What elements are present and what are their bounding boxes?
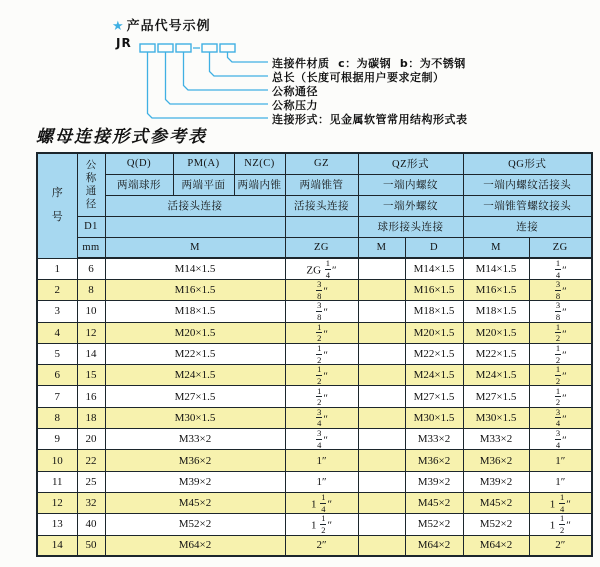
table-row <box>37 258 592 280</box>
cell-qg-zg: $\frac{1}{4}$ ″ <box>529 258 592 280</box>
fraction: $\frac{1}{2}$ <box>555 364 561 386</box>
cell-qz-m <box>358 514 405 535</box>
cell-qg-zg: 1 $\frac{1}{4}$ ″ <box>529 492 592 513</box>
table-row <box>37 343 592 364</box>
cell-qz-m <box>358 492 405 513</box>
cell-seq: 8 <box>37 407 77 428</box>
fraction: $\frac{1}{4}$ <box>555 258 561 280</box>
diagram-label-form: 连接形式：见金属软管常用结构形式表 <box>272 113 468 126</box>
header-qz-external-thread: 一端外螺纹 <box>358 195 463 216</box>
cell-seq: 3 <box>37 301 77 322</box>
cell-thread-m: M64×2 <box>105 535 285 556</box>
fraction: $\frac{1}{2}$ <box>317 343 322 365</box>
cell-gz: ZG $\frac{1}{4}$ ″ <box>285 258 358 280</box>
cell-gz: $\frac{3}{8}$ ″ <box>285 301 358 322</box>
code-box-4 <box>202 44 217 52</box>
cell-qz-d: M18×1.5 <box>405 301 463 322</box>
cell-seq: 6 <box>37 365 77 386</box>
table-row <box>37 365 592 386</box>
fraction: $\frac{3}{4}$ <box>317 407 322 429</box>
cell-qz-m <box>358 258 405 280</box>
cell-qz-m <box>358 471 405 492</box>
cell-dn: 14 <box>77 343 105 364</box>
code-box-3 <box>176 44 191 52</box>
code-box-1 <box>140 44 155 52</box>
cell-qg-zg: 1″ <box>529 450 592 471</box>
cell-qz-d: M52×2 <box>405 514 463 535</box>
cell-seq: 5 <box>37 343 77 364</box>
header-nominal-diameter: 公 称 通 径 <box>77 153 105 216</box>
header-seq: 序 号 <box>37 153 77 258</box>
fraction: $\frac{3}{8}$ <box>555 279 561 301</box>
cell-dn: 12 <box>77 322 105 343</box>
cell-gz: $\frac{1}{2}$ ″ <box>285 386 358 407</box>
header-pma-desc: 两端平面 <box>173 174 234 195</box>
fraction: $\frac{1}{2}$ <box>317 364 322 386</box>
cell-qg-m: M22×1.5 <box>463 343 529 364</box>
cell-qz-m <box>358 450 405 471</box>
table-row <box>37 471 592 492</box>
diagram-label-material: 连接件材质 c：为碳钢 b：为不锈钢 <box>272 57 466 70</box>
cell-dn: 16 <box>77 386 105 407</box>
header-qg-desc: 一端内螺纹活接头 <box>463 174 592 195</box>
header-qz-desc: 一端内螺纹 <box>358 174 463 195</box>
cell-qg-zg: $\frac{1}{2}$ ″ <box>529 322 592 343</box>
cell-thread-m: M30×1.5 <box>105 407 285 428</box>
code-box-2 <box>158 44 173 52</box>
cell-seq: 11 <box>37 471 77 492</box>
cell-gz: 2″ <box>285 535 358 556</box>
cell-gz: 1″ <box>285 471 358 492</box>
fraction: $\frac{3}{4}$ <box>555 407 561 429</box>
cell-seq: 9 <box>37 429 77 450</box>
header-qg-connect: 连接 <box>463 216 592 237</box>
header-qz-d: D <box>405 237 463 258</box>
cell-seq: 13 <box>37 514 77 535</box>
cell-dn: 8 <box>77 280 105 301</box>
cell-qz-m <box>358 386 405 407</box>
cell-qg-m: M36×2 <box>463 450 529 471</box>
fraction: $\frac{1}{2}$ <box>555 322 561 344</box>
header-gz-desc: 两端锥管 <box>285 174 358 195</box>
cell-qg-m: M45×2 <box>463 492 529 513</box>
fraction: $\frac{3}{4}$ <box>555 428 561 450</box>
cell-seq: 1 <box>37 258 77 280</box>
cell-thread-m: M24×1.5 <box>105 365 285 386</box>
header-col-qg: QG形式 <box>463 153 592 174</box>
fraction: $\frac{3}{8}$ <box>317 300 322 322</box>
cell-gz: $\frac{3}{8}$ ″ <box>285 280 358 301</box>
cell-qz-d: M33×2 <box>405 429 463 450</box>
cell-qg-m: M18×1.5 <box>463 301 529 322</box>
cell-thread-m: M18×1.5 <box>105 301 285 322</box>
table-row <box>37 280 592 301</box>
fraction: $\frac{1}{4}$ <box>559 492 565 514</box>
fraction: $\frac{1}{2}$ <box>317 385 322 408</box>
header-qd-desc: 两端球形 <box>105 174 173 195</box>
cell-thread-m: M52×2 <box>105 514 285 535</box>
table-header <box>37 153 592 258</box>
header-qz-m: M <box>358 237 405 258</box>
cell-gz: $\frac{1}{2}$ ″ <box>285 343 358 364</box>
table-row <box>37 407 592 428</box>
connector-line-length <box>210 52 269 76</box>
fraction: $\frac{1}{2}$ <box>555 343 561 365</box>
cell-gz: 1″ <box>285 450 358 471</box>
cell-seq: 10 <box>37 450 77 471</box>
table-row <box>37 429 592 450</box>
cell-thread-m: M27×1.5 <box>105 386 285 407</box>
nut-connection-reference-table <box>36 152 593 557</box>
cell-qz-d: M27×1.5 <box>405 386 463 407</box>
cell-qz-m <box>358 407 405 428</box>
fraction: $\frac{1}{4}$ <box>325 258 331 280</box>
cell-thread-m: M45×2 <box>105 492 285 513</box>
cell-qz-m <box>358 535 405 556</box>
cell-qg-m: M64×2 <box>463 535 529 556</box>
connector-line-diameter <box>184 52 269 90</box>
cell-qz-d: M36×2 <box>405 450 463 471</box>
cell-qg-m: M30×1.5 <box>463 407 529 428</box>
cell-qz-d: M16×1.5 <box>405 280 463 301</box>
cell-qg-zg: $\frac{3}{4}$ ″ <box>529 429 592 450</box>
cell-qg-zg: $\frac{3}{8}$ ″ <box>529 280 592 301</box>
cell-qz-m <box>358 429 405 450</box>
cell-seq: 2 <box>37 280 77 301</box>
table-title: 螺母连接形式参考表 <box>36 127 207 146</box>
cell-qz-m <box>358 280 405 301</box>
cell-qg-m: M14×1.5 <box>463 258 529 280</box>
cell-gz: $\frac{3}{4}$ ″ <box>285 429 358 450</box>
header-zg: ZG <box>285 237 358 258</box>
cell-gz: 1 $\frac{1}{2}$ ″ <box>285 514 358 535</box>
cell-qz-d: M24×1.5 <box>405 365 463 386</box>
cell-qg-zg: $\frac{1}{2}$ ″ <box>529 386 592 407</box>
cell-qg-m: M52×2 <box>463 514 529 535</box>
cell-qg-zg: 1″ <box>529 471 592 492</box>
diagram-heading-text: 产品代号示例 <box>126 19 211 34</box>
cell-seq: 14 <box>37 535 77 556</box>
table-row <box>37 301 592 322</box>
cell-qz-m <box>358 322 405 343</box>
table-body <box>37 258 592 556</box>
header-blank-2 <box>285 216 358 237</box>
fraction: $\frac{3}{4}$ <box>317 428 322 450</box>
cell-qg-zg: $\frac{1}{2}$ ″ <box>529 343 592 364</box>
cell-dn: 25 <box>77 471 105 492</box>
diagram-label-pressure: 公称压力 <box>272 99 318 112</box>
cell-qz-d: M30×1.5 <box>405 407 463 428</box>
cell-thread-m: M33×2 <box>105 429 285 450</box>
header-nzc-desc: 两端内锥 <box>234 174 285 195</box>
cell-qz-d: M14×1.5 <box>405 258 463 280</box>
product-code-prefix: JR <box>116 36 132 50</box>
connector-line-pressure <box>166 52 269 104</box>
header-col-pma: PM(A) <box>173 153 234 174</box>
diagram-label-diameter: 公称通径 <box>272 85 318 98</box>
star-icon: ★ <box>112 19 125 34</box>
cell-qz-d: M39×2 <box>405 471 463 492</box>
table-row <box>37 450 592 471</box>
diagram-label-length: 总长（长度可根据用户要求定制） <box>272 71 445 84</box>
cell-thread-m: M39×2 <box>105 471 285 492</box>
code-box-5 <box>220 44 235 52</box>
header-col-qz: QZ形式 <box>358 153 463 174</box>
cell-qg-m: M39×2 <box>463 471 529 492</box>
fraction: $\frac{1}{4}$ <box>321 492 326 514</box>
cell-qg-m: M33×2 <box>463 429 529 450</box>
cell-seq: 4 <box>37 322 77 343</box>
fraction: $\frac{1}{2}$ <box>317 322 322 344</box>
cell-qg-zg: $\frac{1}{2}$ ″ <box>529 365 592 386</box>
cell-dn: 15 <box>77 365 105 386</box>
cell-qg-m: M16×1.5 <box>463 280 529 301</box>
header-m: M <box>105 237 285 258</box>
header-d1: D1 <box>77 216 105 237</box>
fraction: $\frac{3}{8}$ <box>317 279 322 301</box>
cell-dn: 10 <box>77 301 105 322</box>
cell-seq: 7 <box>37 386 77 407</box>
header-qg-m: M <box>463 237 529 258</box>
header-qz-ball-joint: 球形接头连接 <box>358 216 463 237</box>
cell-dn: 50 <box>77 535 105 556</box>
cell-seq: 12 <box>37 492 77 513</box>
cell-qz-m <box>358 365 405 386</box>
cell-gz: $\frac{1}{2}$ ″ <box>285 365 358 386</box>
cell-thread-m: M36×2 <box>105 450 285 471</box>
cell-qg-zg: 2″ <box>529 535 592 556</box>
cell-qg-zg: $\frac{3}{4}$ ″ <box>529 407 592 428</box>
cell-qz-d: M64×2 <box>405 535 463 556</box>
cell-dn: 22 <box>77 450 105 471</box>
cell-qg-m: M27×1.5 <box>463 386 529 407</box>
table-row <box>37 322 592 343</box>
header-qg-zg: ZG <box>529 237 592 258</box>
diagram-heading <box>112 15 211 34</box>
table-row <box>37 514 592 535</box>
header-col-qd: Q(D) <box>105 153 173 174</box>
cell-thread-m: M14×1.5 <box>105 258 285 280</box>
cell-gz: 1 $\frac{1}{4}$ ″ <box>285 492 358 513</box>
header-unit-mm: mm <box>77 237 105 258</box>
cell-dn: 6 <box>77 258 105 280</box>
table-row <box>37 535 592 556</box>
cell-qg-zg: $\frac{3}{8}$ ″ <box>529 301 592 322</box>
header-blank-1 <box>105 216 285 237</box>
cell-dn: 40 <box>77 514 105 535</box>
fraction: $\frac{3}{8}$ <box>555 300 561 322</box>
connector-line-material <box>228 52 269 62</box>
header-col-nzc: NZ(C) <box>234 153 285 174</box>
cell-qz-d: M22×1.5 <box>405 343 463 364</box>
cell-qz-m <box>358 343 405 364</box>
cell-dn: 32 <box>77 492 105 513</box>
cell-gz: $\frac{1}{2}$ ″ <box>285 322 358 343</box>
cell-qg-m: M24×1.5 <box>463 365 529 386</box>
fraction: $\frac{1}{2}$ <box>321 513 326 535</box>
cell-dn: 18 <box>77 407 105 428</box>
header-qg-taper-thread: 一端锥管螺纹接头 <box>463 195 592 216</box>
cell-thread-m: M20×1.5 <box>105 322 285 343</box>
cell-qg-m: M20×1.5 <box>463 322 529 343</box>
cell-thread-m: M16×1.5 <box>105 280 285 301</box>
header-union-connection: 活接头连接 <box>105 195 285 216</box>
header-gz-union-connection: 活接头连接 <box>285 195 358 216</box>
cell-gz: $\frac{3}{4}$ ″ <box>285 407 358 428</box>
cell-thread-m: M22×1.5 <box>105 343 285 364</box>
cell-qg-zg: 1 $\frac{1}{2}$ ″ <box>529 514 592 535</box>
cell-qz-m <box>358 301 405 322</box>
fraction: $\frac{1}{2}$ <box>559 513 565 535</box>
header-col-gz: GZ <box>285 153 358 174</box>
table-row <box>37 386 592 407</box>
table-row <box>37 492 592 513</box>
cell-dn: 20 <box>77 429 105 450</box>
cell-qz-d: M20×1.5 <box>405 322 463 343</box>
fraction: $\frac{1}{2}$ <box>555 385 561 408</box>
cell-qz-d: M45×2 <box>405 492 463 513</box>
